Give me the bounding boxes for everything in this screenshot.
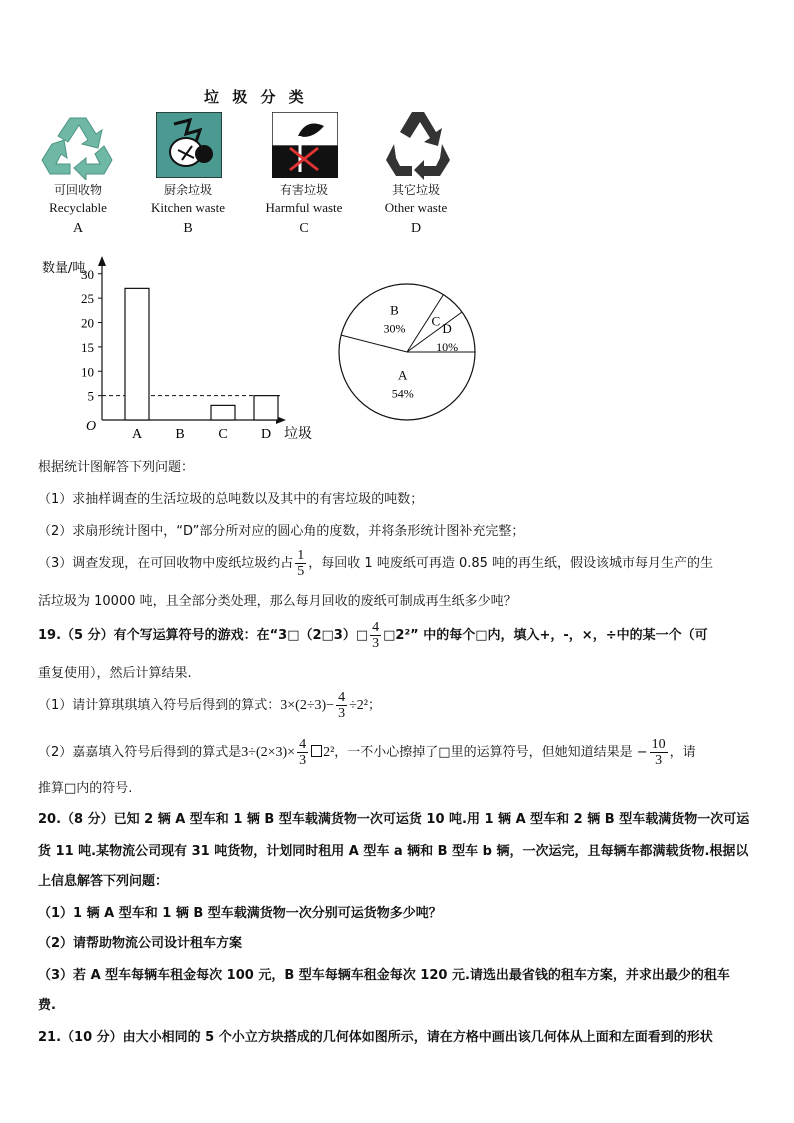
fraction-numerator: 4 (338, 690, 346, 705)
math-expression: ÷2² (349, 698, 368, 713)
q19-head-text: 19.（5 分）有个写运算符号的游戏：在“3□（2□3）□ (38, 628, 369, 643)
fraction-numerator: 10 (651, 737, 666, 752)
fraction-denominator: 3 (655, 753, 663, 768)
category-caption-a (23, 182, 133, 216)
math-expression: 2² (323, 745, 335, 760)
fraction-denominator: 3 (372, 636, 380, 651)
q19-head (38, 620, 758, 651)
slice-label-a: A (398, 367, 408, 383)
slice-value-d: 10% (436, 339, 459, 354)
q19-part1 (38, 690, 758, 721)
slice-label-d: D (442, 320, 452, 336)
category-letter: B (183, 221, 193, 236)
q19-part1-text: （1）请计算琪琪填入符号后得到的算式： (38, 698, 281, 713)
q19-part1-end: ； (367, 698, 381, 713)
other-waste-icon (384, 110, 452, 180)
y-tick-label: 25 (81, 291, 94, 307)
y-tick-label: 5 (87, 388, 94, 404)
category-letter: A (72, 221, 84, 236)
fraction (297, 737, 308, 768)
q21-line1: 21.（10 分）由大小相同的 5 个小立方块搭成的几何体如图所示，请在方格中画出该几何体从上面和左面看到的形状 (38, 1030, 713, 1045)
slice-label-c: C (431, 313, 441, 329)
category-caption-d (361, 182, 471, 216)
q18-part1: （1）求抽样调查的生活垃圾的总吨数以及其中的有害垃圾的吨数； (38, 492, 424, 507)
q20-line3: 上信息解答下列问题： (38, 874, 169, 889)
q19-part2-text: （2）嘉嘉填入符号后得到的算式是 (38, 745, 242, 760)
q19-part2-text: ，请 (669, 745, 696, 760)
q20-part3: （3）若 A 型车每辆车租金每次 100 元，B 型车每辆车租金每次 120 元.请选出最省钱的租车方案，并求出最少的租车 (38, 968, 730, 983)
bar-d (254, 396, 278, 420)
slice-label-b: B (390, 302, 399, 318)
y-tick-label: 30 (81, 266, 94, 282)
q18-intro: 根据统计图解答下列问题： (38, 460, 195, 475)
fraction-denominator: 3 (338, 706, 346, 721)
q20-line1: 20.（8 分）已知 2 辆 A 型车和 1 辆 B 型车载满货物一次可运货 10 吨.用 1 辆 A 型车和 2 辆 B 型车载满货物一次可运 (38, 812, 750, 827)
category-cn: 厨余垃圾 (163, 183, 212, 197)
bar-chart-y-arrow (98, 256, 106, 266)
q19-head-text: □2²” 中的每个□内，填入+，-，×，÷中的某一个（可 (383, 628, 708, 643)
pie-chart (330, 272, 490, 432)
y-tick-label: 20 (81, 315, 94, 331)
fraction (650, 737, 668, 768)
fraction-denominator: 3 (299, 753, 307, 768)
fraction-numerator: 4 (299, 737, 307, 752)
category-letter: C (299, 221, 309, 236)
q19-part2-cont: 推算□内的符号. (38, 781, 133, 796)
x-tick-label: A (131, 427, 143, 442)
figure-title: 垃 圾 分 类 (204, 88, 308, 106)
bar-chart-origin-label: O (86, 419, 97, 434)
category-caption-c (249, 182, 359, 216)
q19-part2 (38, 737, 758, 768)
fraction-numerator: 1 (297, 548, 305, 563)
fraction (336, 690, 347, 721)
harmful-waste-icon (272, 112, 338, 178)
q20-part1: （1）1 辆 A 型车和 1 辆 B 型车载满货物一次分别可运货物多少吨？ (38, 906, 442, 921)
x-tick-label: C (218, 427, 228, 442)
q18-part3-cont: 活垃圾为 10000 吨，且全部分类处理，那么每月回收的废纸可制成再生纸多少吨？ (38, 594, 517, 609)
fraction (370, 620, 381, 651)
slice-value-b: 30% (383, 321, 406, 336)
q18-part3-text: ，每回收 1 吨废纸可再造 0.85 吨的再生纸，假设该城市每月生产的生 (308, 556, 714, 571)
kitchen-waste-icon (156, 112, 222, 178)
q19-part2-text: ，一不小心擦掉了□里的运算符号，但她知道结果是 − (334, 745, 648, 760)
category-cn: 可回收物 (53, 183, 102, 197)
math-expression: 3÷(2×3)× (241, 745, 296, 760)
x-tick-label: B (175, 427, 185, 442)
q18-part3 (38, 548, 758, 579)
fraction-denominator: 5 (297, 564, 305, 579)
q18-part3-text: （3）调查发现，在可回收物中废纸垃圾约占 (38, 556, 294, 571)
fraction (295, 548, 306, 579)
math-expression: 3×(2÷3)− (280, 698, 335, 713)
fraction-numerator: 4 (372, 620, 380, 635)
bar-chart-xlabel: 垃圾 (284, 426, 312, 442)
bar-c (211, 405, 235, 420)
recycle-icon (40, 112, 110, 180)
y-tick-label: 10 (81, 364, 94, 380)
category-en: Harmful waste (265, 200, 343, 215)
bar-a (125, 288, 149, 420)
q20-part3-cont: 费. (38, 998, 56, 1013)
category-caption-b (133, 182, 243, 216)
blank-box (311, 745, 322, 757)
category-en: Other waste (384, 200, 448, 215)
x-tick-label: D (260, 427, 272, 442)
category-cn: 其它垃圾 (391, 183, 440, 197)
slice-value-a: 54% (391, 386, 414, 401)
category-letter: D (410, 221, 422, 236)
bar-chart (30, 250, 330, 450)
q18-part2: （2）求扇形统计图中，“D”部分所对应的圆心角的度数，并将条形统计图补充完整； (38, 524, 525, 539)
q20-line2: 货 11 吨.某物流公司现有 31 吨货物，计划同时租用 A 型车 a 辆和 B 型车 b 辆，一次运完，且每辆车都满载货物.根据以 (38, 844, 749, 859)
q20-part2: （2）请帮助物流公司设计租车方案 (38, 936, 243, 951)
q19-head-cont: 重复使用），然后计算结果. (38, 666, 192, 681)
bar-chart-ylabel: 数量/吨 (42, 261, 86, 276)
category-en: Recyclable (49, 200, 107, 215)
category-en: Kitchen waste (150, 200, 225, 215)
category-cn: 有害垃圾 (279, 183, 328, 197)
y-tick-label: 15 (81, 339, 94, 355)
